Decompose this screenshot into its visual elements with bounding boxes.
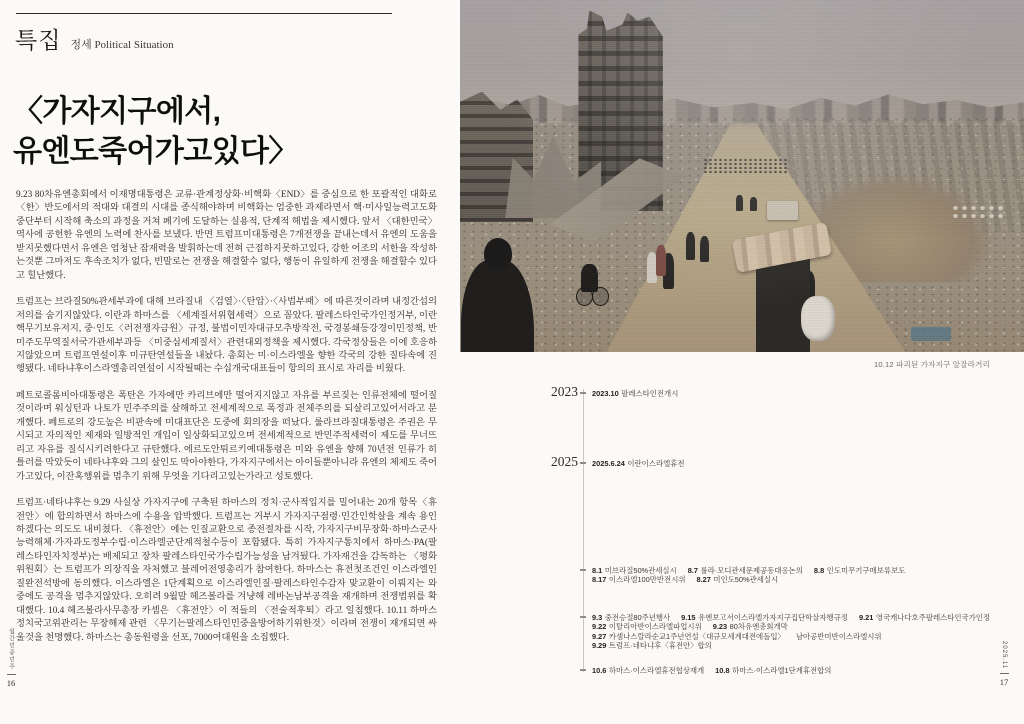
timeline-entry-date: 9.27	[592, 631, 607, 641]
timeline-entry: 9.29 트럼프·네타냐후〈휴전안〉합의	[592, 640, 712, 650]
events-timeline	[548, 385, 1010, 697]
headline-line-1: 〈가자지구에서,	[13, 95, 221, 128]
timeline-row	[592, 632, 1010, 641]
timeline-entry: 8.27 미인도50%관세실시	[696, 575, 779, 585]
timeline-row	[592, 566, 1010, 575]
timeline-entry: 9.22 이탈리아반이스라엘파업시위	[592, 622, 702, 632]
timeline-entry-date: 10.8	[715, 666, 730, 675]
issue-date: 2025.11	[1001, 641, 1007, 670]
timeline-row	[592, 613, 1010, 622]
gaza-destruction-photo	[460, 0, 1024, 352]
headline-line-2: 유엔도죽어가고있다〉	[13, 135, 298, 168]
timeline-entry-date: 8.17	[592, 575, 607, 585]
section-sublabel: 정세 Political Situation	[70, 39, 174, 51]
timeline-entry: 2025.6.24 이란이스라엘휴전	[592, 459, 685, 468]
timeline-row	[592, 459, 1010, 468]
article-headline	[13, 92, 298, 172]
page-number-right: 17	[999, 677, 1009, 688]
section-rule	[16, 13, 392, 14]
timeline-axis	[583, 389, 584, 672]
timeline-entry: 10.6 하마스·이스라엘휴전협상재개	[592, 666, 705, 675]
photo-caption: 10.12 파괴된 가자지구 알잘라거리	[874, 360, 990, 369]
timeline-tick	[580, 616, 586, 618]
timeline-row	[592, 622, 1010, 631]
timeline-row	[592, 641, 1010, 650]
timeline-tick	[580, 392, 586, 394]
section-kicker	[15, 22, 174, 55]
timeline-entry-date: 9.22	[592, 622, 607, 632]
timeline-rows	[592, 566, 1010, 585]
timeline-entry: 9.15 유엔보고서이스라엘가자지구집단학살자행규정	[681, 613, 848, 622]
timeline-rows	[592, 389, 1010, 398]
timeline-year-label: 2023	[551, 384, 578, 399]
article-body	[16, 189, 437, 645]
timeline-entry-date: 8.8	[813, 566, 825, 575]
timeline-entry: 10.8 하마스·이스라엘1단계휴전합의	[715, 666, 832, 675]
timeline-entry-date: 9.21	[858, 613, 874, 622]
timeline-rows	[592, 666, 1010, 675]
folio-rule	[1000, 673, 1009, 674]
timeline-entry-date: 2023.10	[592, 389, 619, 398]
timeline-entry-date: 8.1	[592, 566, 603, 575]
folio-rule	[7, 674, 16, 675]
timeline-entry: 8.17 이스라엘100만반전시위	[592, 575, 686, 585]
timeline-entry-date: 9.23	[712, 622, 728, 632]
timeline-entry: 남아공반미반이스라엘시위	[795, 631, 882, 641]
timeline-entry: 2023.10 팔레스타인전개시	[592, 389, 679, 398]
body-paragraph: 트럼프·네타냐후는 9.29 사실상 가자지구에 구축된 하마스의 정치·군사적입지를 밀어내는 20개 항목〈휴전안〉에 합의하면서 하마스에 수용을 압박했다. 트럼프는 거부시 가자지구점령·민간인학살을 계속 용인하겠다는 의도도 내비쳤다. 〈휴전안〉에는 인질교환으로 종전절차를 시작, 가자지구비무장화·하마스군사능력해체·가자과도정부수립·이스라엘군단계적철수등이 포함됐다. 특히 가자지구통치에서 하마스·PA(팔레스타인자치정부)는 배제되고 장차 팔레스타인국가수립가능성을 남겨뒀다. 가자재건을 감독하는 〈평화위원회〉는 트럼프가 의장직을 자처했고 블레어전영총리가 참여한다. 하마스는 휴전첫조건인 이스라엘인질완전석방에 동의했다. 이스라엘은 1단계획으로 이스라엘인질·팔레스타인수감자 맞교환이 이뤄지는 와중에도 공격을 멈추지않았다. 오히려 9월말 헤즈볼라를 겨냥해 레바논남부공격을 재개하며 전쟁범위를 확대했다. 10.4 헤즈볼라사무총장 카셈은 〈휴전안〉이 적들의 〈전술적후퇴〉라고 일침했다. 10.11 하마스정치국고위관리는 무장해제 관련 〈무기는팔레스타인민중을방어하기위한것〉이라며 전쟁이 재개되면 싸울것을 천명했다. 하마스는 총동원령을 선포, 7000여대원을 소집했다.	[16, 498, 437, 643]
timeline-entry: 9.27 카셈나스랄라순교1주년연설〈대규모세계대전에돌입〉	[592, 631, 785, 641]
timeline-tick	[580, 669, 586, 671]
body-paragraph: 트럼프는 브라질50%관세부과에 대해 브라질내 〈검열〉·〈탄압〉·〈사법부패〉에 따른것이라며 내정간섭의 저의를 숨기지않았다. 이란과 하마스를 〈세계질서위협세력〉으로 꼽았다. 팔레스타인국가인정거부, 이란핵무기보유저지, 중·인도〈러전쟁자금원〉규정, 불법이민자대규모추방작전, 국경봉쇄등강경이민정책, 반미주도무역질서국가관세부과등 〈미중심세계질서〉관련대외정책을 제시했다. 각국정상들은 이에 호응하지않았으며 트럼프연설이후 미규탄연설들을 내놨다. 총회는 미·이스라엘을 향한 각국의 강한 질타속에 진행됐다. 네타냐후이스라엘총리연설이 시작될때는 수십개국대표들이 항의의 표시로 자리를 비웠다.	[16, 297, 437, 375]
timeline-entry: 9.23 80차유엔총회개막	[712, 622, 788, 632]
timeline-rows	[592, 613, 1010, 650]
section-label: 특집	[15, 28, 62, 53]
timeline-entry: 8.1 미브라질50%관세실시	[592, 566, 677, 575]
timeline-entry-date: 8.7	[687, 566, 698, 575]
timeline-entry-date: 10.6	[592, 666, 607, 675]
timeline-entry: 8.7 룰라·모디관세문제공동대응논의	[687, 566, 803, 575]
timeline-entry: 8.8 인도미무기구매보류보도	[813, 566, 906, 575]
timeline-tick	[580, 462, 586, 464]
timeline-row	[592, 666, 1010, 675]
right-folio	[996, 641, 1012, 687]
timeline-entry-date: 8.27	[696, 575, 711, 585]
timeline-year-label: 2025	[551, 454, 578, 469]
timeline-entry: 9.21 영국캐나다호주팔레스타인국가인정	[858, 613, 991, 622]
body-paragraph: 9.23 80차유엔총회에서 이재명대통령은 교류·관계정상화·비핵화〈END〉를 중심으로 한 포괄적인 대화로 〈한〉반도에서의 적대와 대결의 시대를 종식해야하며 비핵화는 엄중한 과제라면서 핵·미사일능력고도화중단부터 시작해 축소의 과정을 거쳐 폐기에 도달하는 실용적, 단계적 해법을 제시했다. 앞서 〈대한민국〉역사에 공헌한 유엔의 노력에 찬사를 보냈다. 반면 트럼프미대통령은 7개전쟁을 끝내는데서 유엔의 도움을 받지못했다면서 유엔은 엄청난 잠재력을 발휘하는데 전혀 근접하지못하고있다, 강한 어조의 서한을 작성하는것뿐 그마저도 후속조치가 없다, 빈말로는 전쟁을 해결할수 없다, 행동이 유일하게 전쟁을 해결할수 있다고 힐난했다.	[16, 190, 437, 281]
left-folio	[3, 628, 19, 688]
magazine-spine-title: 월간민중민주	[7, 628, 14, 670]
timeline-row	[592, 575, 1010, 584]
timeline-tick	[580, 569, 586, 571]
timeline-entry-date: 9.29	[592, 640, 607, 650]
timeline-rows	[592, 459, 1010, 468]
page-number-left: 16	[6, 678, 16, 688]
timeline-entry-date: 9.15	[681, 613, 696, 622]
timeline-entry-date: 9.3	[592, 613, 603, 622]
timeline-row	[592, 389, 1010, 398]
body-paragraph: 페트로콜롬비아대통령은 폭탄은 가자에만 카리브에만 떨어지지않고 자유를 부르짖는 인류전체에 떨어질것이라며 워싱턴과 나토가 민주주의를 살해하고 전세계적으로 폭정과 전체주의를 되살리고있어서라고 분개했다. 페트로의 강도높은 비판속에 미대표단은 도중에 회의장을 떠났다. 룰라브라질대통령은 주권은 무시되고 자의적인 제재와 일방적인 개입이 일상화되고있으며 전세계적으로 반민주적세력이 제도를 무너뜨리고 자유를 질식시키려한다고 규탄했다. 에르도안튀르키예대통령은 미와 유엔을 향해 70년전 인류가 히틀러를 막았듯이 네타냐후와 그의 살인도 막아야한다, 가자지구에서는 아이들뿐아니라 유엔의 체제도 죽어가고있다, 이잔혹행위를 멈추기 위해 무엇을 기다리고있는가라고 성토했다.	[16, 390, 437, 482]
photo-grain-overlay	[460, 0, 1024, 352]
timeline-entry: 9.3 중전승절80주년행사	[592, 613, 671, 622]
timeline-entry-date: 2025.6.24	[592, 459, 625, 468]
